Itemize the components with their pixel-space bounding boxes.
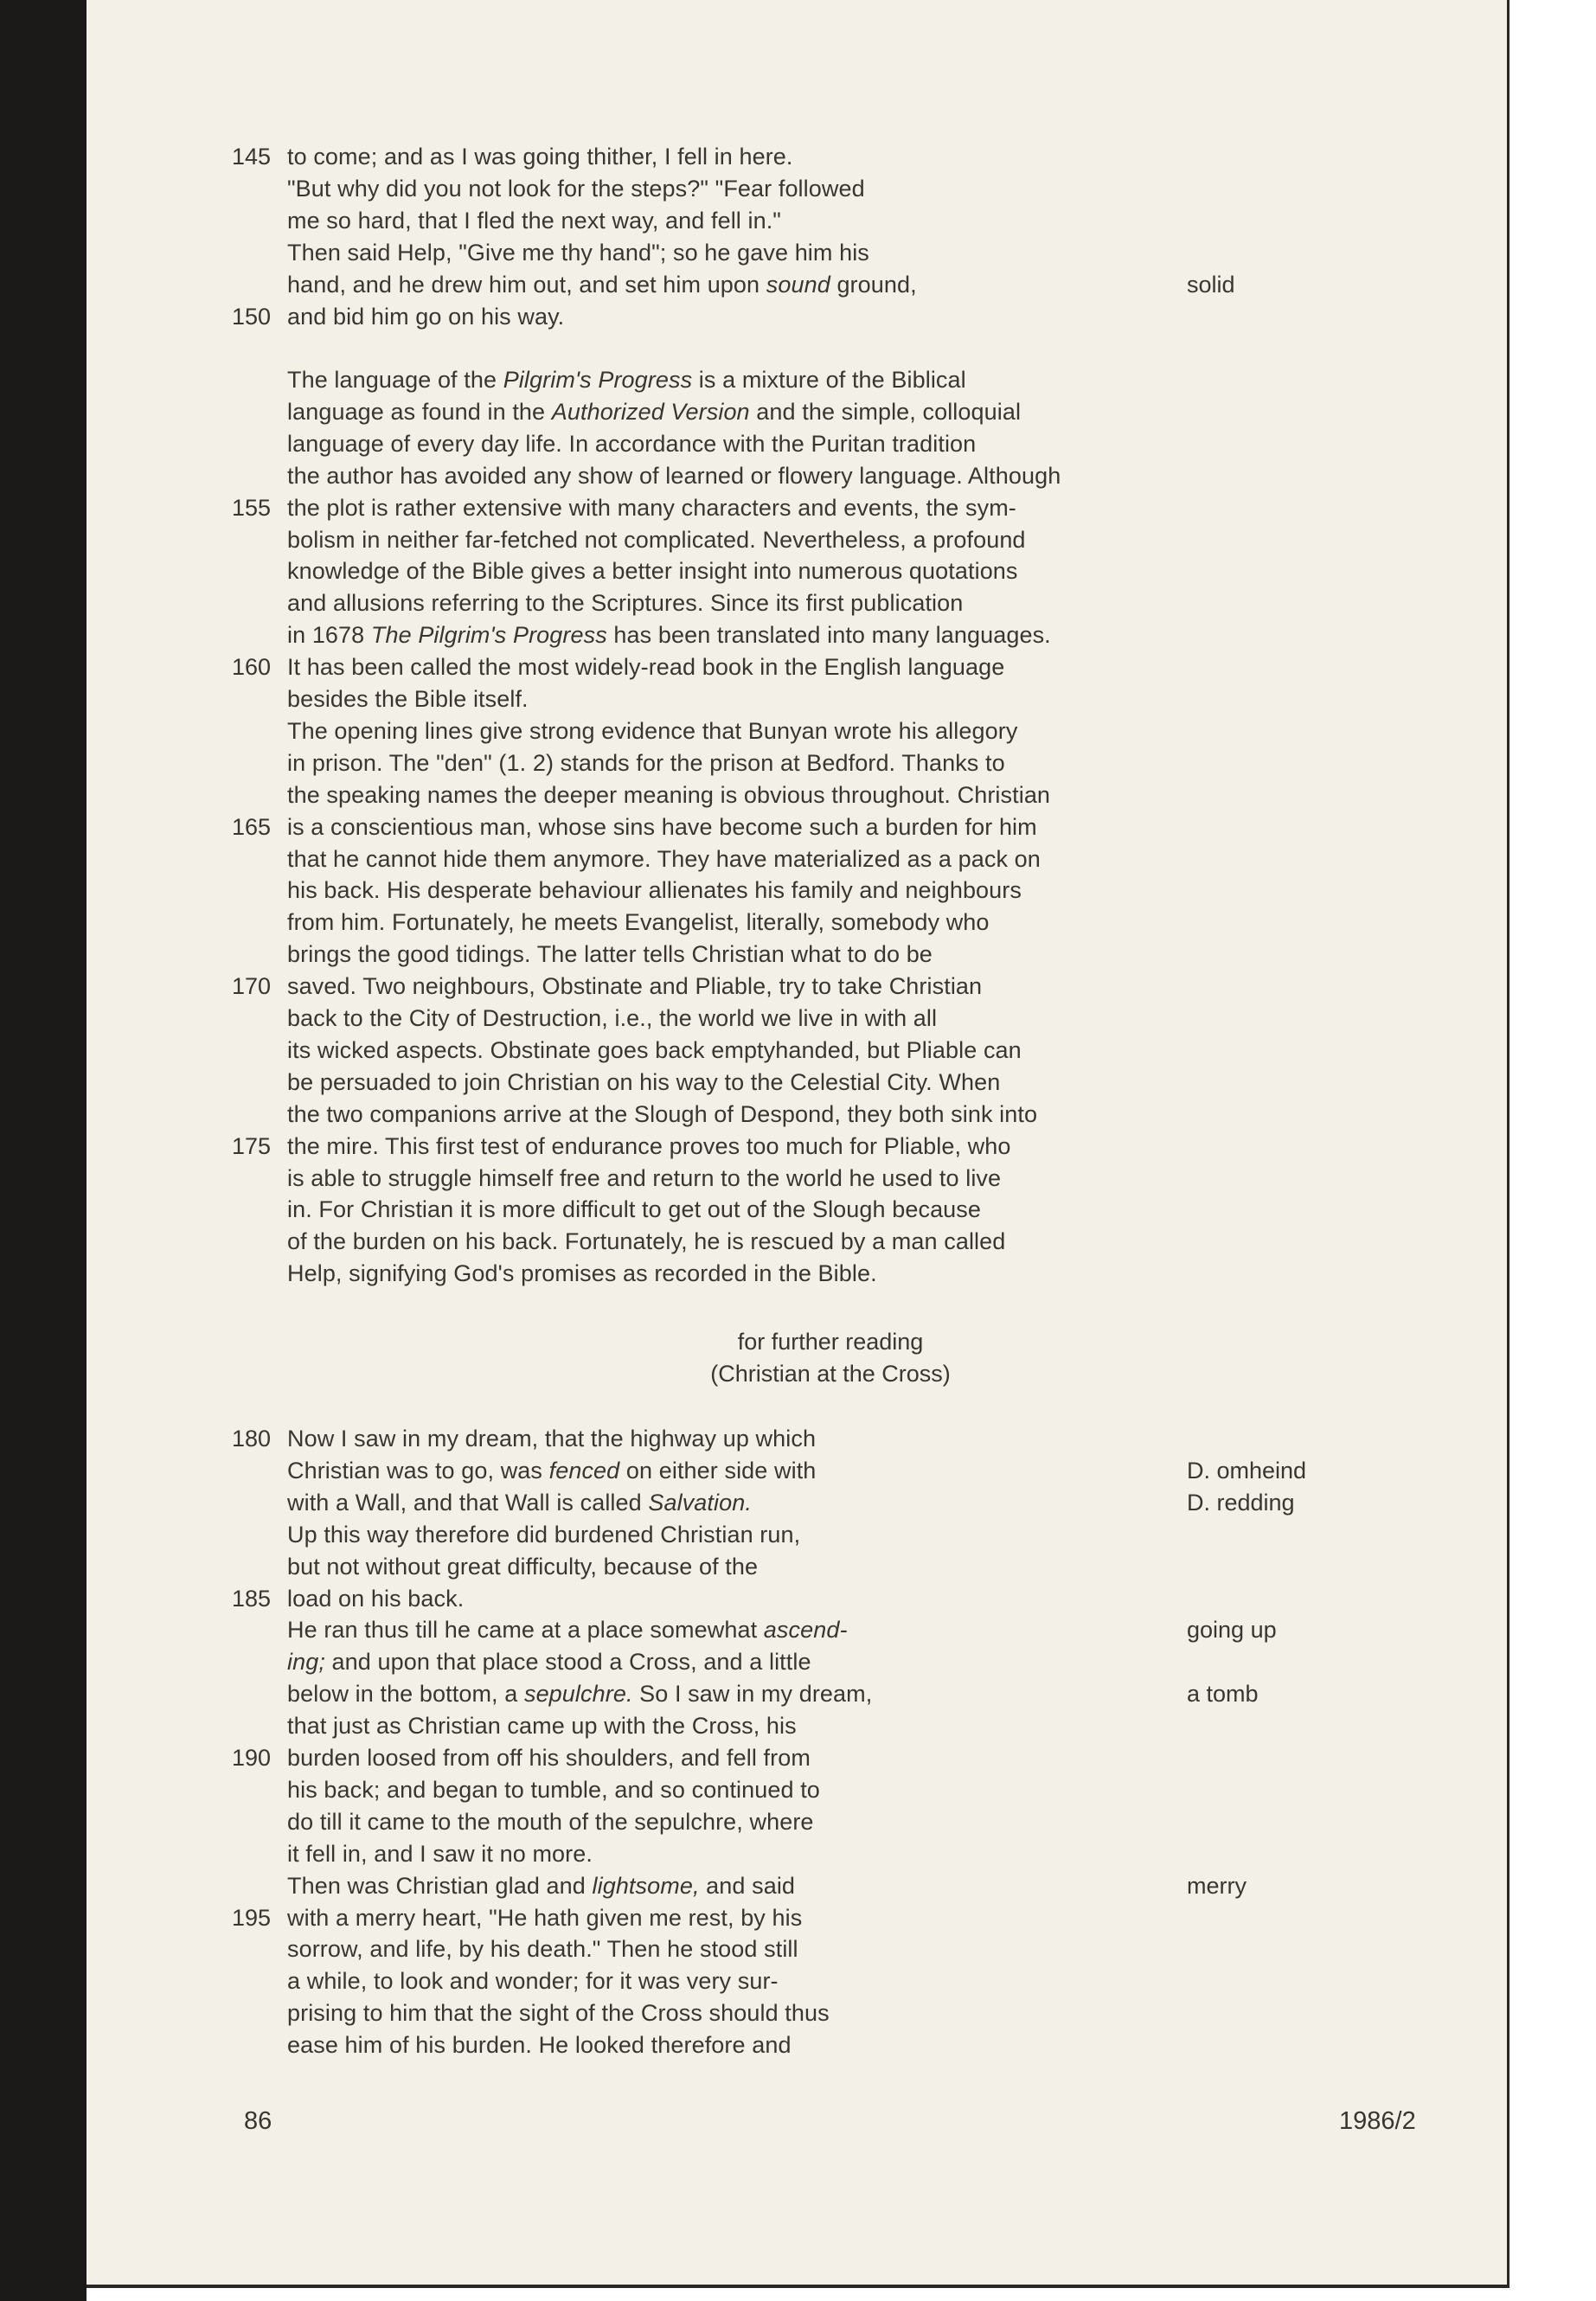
text-line bbox=[287, 1583, 464, 1615]
text-line bbox=[287, 651, 1004, 683]
text-segment: ease him of his burden. He looked therefore and bbox=[287, 2032, 792, 2058]
italic-text: Authorized Version bbox=[551, 399, 750, 425]
text-segment: is a mixture of the Biblical bbox=[692, 367, 966, 393]
text-segment: Christian was to go, was bbox=[287, 1458, 549, 1484]
text-line bbox=[287, 1710, 797, 1742]
line-number: 155 bbox=[232, 495, 272, 521]
text-segment: from him. Fortunately, he meets Evangelist, literally, somebody who bbox=[287, 909, 990, 935]
text-line bbox=[287, 843, 1041, 875]
text-segment: is able to struggle himself free and return to the world he used to live bbox=[287, 1165, 1002, 1191]
text-line bbox=[287, 875, 1022, 907]
text-segment: me so hard, that I fled the next way, and fell in." bbox=[287, 208, 781, 234]
text-segment: is a conscientious man, whose sins have become such a burden for him bbox=[287, 814, 1037, 840]
text-segment: do till it came to the mouth of the sepulchre, where bbox=[287, 1809, 814, 1835]
text-line bbox=[287, 492, 1016, 524]
italic-text: The Pilgrim's Progress bbox=[370, 622, 607, 648]
text-line bbox=[287, 1614, 848, 1646]
text-segment: Now I saw in my dream, that the highway up which bbox=[287, 1426, 817, 1452]
text-line bbox=[287, 971, 982, 1003]
text-line bbox=[287, 141, 793, 173]
scan-background-left bbox=[0, 0, 87, 2301]
line-number: 165 bbox=[232, 814, 272, 840]
text-segment: the author has avoided any show of learned or flowery language. Although bbox=[287, 463, 1061, 489]
text-line bbox=[287, 1838, 593, 1870]
text-line bbox=[287, 1646, 811, 1678]
text-line bbox=[287, 1258, 877, 1290]
text-line bbox=[287, 396, 1021, 428]
text-line bbox=[287, 269, 917, 301]
text-segment: the mire. This first test of endurance proves too much for Pliable, who bbox=[287, 1133, 1011, 1159]
italic-text: lightsome, bbox=[592, 1873, 700, 1899]
text-line bbox=[287, 1099, 1037, 1131]
italic-text: Pilgrim's Progress bbox=[503, 367, 693, 393]
text-segment: with a merry heart, "He hath given me rest, by his bbox=[287, 1905, 803, 1931]
text-segment: to come; and as I was going thither, I fell in here. bbox=[287, 144, 793, 170]
text-segment: and upon that place stood a Cross, and a little bbox=[324, 1649, 811, 1675]
margin-gloss: solid bbox=[1187, 272, 1235, 298]
text-segment: hand, and he drew him out, and set him upon bbox=[287, 272, 766, 298]
text-line bbox=[287, 747, 1005, 779]
text-line bbox=[287, 715, 1017, 747]
scan-background-right bbox=[1509, 0, 1596, 2301]
margin-gloss: D. omheind bbox=[1187, 1458, 1307, 1484]
italic-text: sepulchre. bbox=[523, 1681, 633, 1707]
text-line bbox=[287, 1551, 758, 1583]
text-segment: prising to him that the sight of the Cross should thus bbox=[287, 2000, 830, 2026]
text-line bbox=[287, 364, 966, 396]
text-line bbox=[287, 587, 963, 619]
text-line bbox=[287, 1933, 798, 1965]
italic-text: ing; bbox=[287, 1649, 325, 1675]
text-segment: saved. Two neighbours, Obstinate and Pliable, try to take Christian bbox=[287, 973, 983, 999]
italic-text: fenced bbox=[548, 1458, 620, 1484]
text-segment: back to the City of Destruction, i.e., the world we live in with all bbox=[287, 1005, 938, 1031]
text-segment: his back. His desperate behaviour allienates his family and neighbours bbox=[287, 877, 1022, 903]
text-segment: Then was Christian glad and bbox=[287, 1873, 593, 1899]
text-segment: besides the Bible itself. bbox=[287, 686, 529, 712]
line-number: 180 bbox=[232, 1426, 272, 1452]
italic-text: ascend- bbox=[763, 1617, 848, 1643]
text-line bbox=[287, 460, 1061, 492]
text-line bbox=[287, 1226, 1005, 1258]
text-line bbox=[287, 555, 1018, 587]
text-segment: ground, bbox=[830, 272, 917, 298]
text-segment: The language of the bbox=[287, 367, 503, 393]
text-line bbox=[287, 524, 1026, 556]
text-line bbox=[287, 1131, 1011, 1163]
text-line bbox=[287, 1423, 816, 1455]
margin-gloss: D. redding bbox=[1187, 1490, 1295, 1516]
text-segment: has been translated into many languages. bbox=[606, 622, 1051, 648]
text-segment: the speaking names the deeper meaning is obvious throughout. Christian bbox=[287, 782, 1051, 808]
text-segment: bolism in neither far-fetched not complicated. Nevertheless, a profound bbox=[287, 527, 1026, 553]
text-segment: language of every day life. In accordance with the Puritan tradition bbox=[287, 431, 977, 457]
text-segment: but not without great difficulty, because of the bbox=[287, 1554, 759, 1580]
text-segment: Help, signifying God's promises as recorded in the Bible. bbox=[287, 1260, 877, 1286]
line-number: 145 bbox=[232, 144, 272, 170]
text-segment: in 1678 bbox=[287, 622, 371, 648]
text-segment: and the simple, colloquial bbox=[749, 399, 1022, 425]
line-number: 175 bbox=[232, 1133, 272, 1159]
text-line bbox=[287, 683, 529, 715]
line-number: 195 bbox=[232, 1905, 272, 1931]
text-segment: the two companions arrive at the Slough of Despond, they both sink into bbox=[287, 1101, 1038, 1127]
margin-gloss: going up bbox=[1187, 1617, 1277, 1643]
text-segment: "But why did you not look for the steps?" "Fear followed bbox=[287, 176, 865, 202]
text-segment: it fell in, and I saw it no more. bbox=[287, 1841, 593, 1867]
line-number: 170 bbox=[232, 973, 272, 999]
text-segment: load on his back. bbox=[287, 1586, 465, 1612]
line-number: 150 bbox=[232, 304, 272, 330]
text-segment: on either side with bbox=[619, 1458, 817, 1484]
text-segment: his back; and began to tumble, and so continued to bbox=[287, 1777, 820, 1803]
margin-gloss: a tomb bbox=[1187, 1681, 1259, 1707]
line-number: 190 bbox=[232, 1745, 272, 1771]
text-segment: sorrow, and life, by his death." Then he stood still bbox=[287, 1936, 798, 1962]
text-line bbox=[287, 1519, 800, 1551]
text-segment: Then said Help, "Give me thy hand"; so he gave him his bbox=[287, 240, 869, 266]
text-segment: brings the good tidings. The latter tells Christian what to do be bbox=[287, 941, 933, 967]
text-line bbox=[287, 1997, 830, 2029]
line-number: 185 bbox=[232, 1586, 272, 1612]
text-segment: that just as Christian came up with the Cross, his bbox=[287, 1713, 797, 1739]
text-line bbox=[287, 1902, 802, 1934]
section-heading-line-2: (Christian at the Cross) bbox=[710, 1361, 951, 1387]
text-segment: a while, to look and wonder; for it was very sur- bbox=[287, 1968, 779, 1994]
text-line bbox=[287, 1163, 1001, 1195]
text-segment: knowledge of the Bible gives a better insight into numerous quotations bbox=[287, 558, 1018, 584]
text-segment: and allusions referring to the Scriptures. Since its first publication bbox=[287, 590, 964, 616]
text-line bbox=[287, 237, 869, 269]
line-number: 160 bbox=[232, 654, 272, 680]
page-number: 86 bbox=[244, 2107, 272, 2135]
text-segment: its wicked aspects. Obstinate goes back emptyhanded, but Pliable can bbox=[287, 1037, 1022, 1063]
text-segment: the plot is rather extensive with many characters and events, the sym- bbox=[287, 495, 1016, 521]
text-line bbox=[287, 939, 933, 971]
text-segment: in. For Christian it is more difficult to get out of the Slough because bbox=[287, 1196, 982, 1222]
text-segment: below in the bottom, a bbox=[287, 1681, 524, 1707]
text-line bbox=[287, 1035, 1022, 1067]
text-segment: It has been called the most widely-read book in the English language bbox=[287, 654, 1005, 680]
italic-text: sound bbox=[766, 272, 830, 298]
text-line bbox=[287, 1003, 937, 1035]
text-segment: of the burden on his back. Fortunately, he is rescued by a man called bbox=[287, 1228, 1006, 1254]
text-segment: be persuaded to join Christian on his way to the Celestial City. When bbox=[287, 1069, 1001, 1095]
text-line bbox=[287, 205, 781, 237]
text-segment: He ran thus till he came at a place somewhat bbox=[287, 1617, 764, 1643]
text-segment: and said bbox=[699, 1873, 796, 1899]
text-segment: So I saw in my dream, bbox=[632, 1681, 873, 1707]
text-segment: and bid him go on his way. bbox=[287, 304, 565, 330]
text-segment: Up this way therefore did burdened Christian run, bbox=[287, 1522, 801, 1548]
text-line bbox=[287, 1067, 1000, 1099]
text-line bbox=[287, 1774, 820, 1806]
text-line bbox=[287, 1870, 795, 1902]
text-line bbox=[287, 2029, 792, 2061]
text-line bbox=[287, 428, 976, 460]
text-segment: that he cannot hide them anymore. They have materialized as a pack on bbox=[287, 846, 1041, 872]
text-line bbox=[287, 1487, 752, 1519]
italic-text: Salvation. bbox=[648, 1490, 752, 1516]
text-line bbox=[287, 619, 1051, 651]
text-line bbox=[287, 1678, 872, 1710]
text-line bbox=[287, 1806, 814, 1838]
issue-number: 1986/2 bbox=[1339, 2107, 1416, 2135]
text-segment: The opening lines give strong evidence that Bunyan wrote his allegory bbox=[287, 718, 1018, 744]
text-line bbox=[287, 779, 1050, 811]
text-line bbox=[287, 173, 865, 205]
text-line bbox=[287, 1965, 779, 1997]
text-line bbox=[287, 1455, 816, 1487]
text-line bbox=[287, 301, 564, 333]
text-segment: with a Wall, and that Wall is called bbox=[287, 1490, 649, 1516]
text-line bbox=[287, 907, 990, 939]
text-line bbox=[287, 1742, 811, 1774]
margin-gloss: merry bbox=[1187, 1873, 1247, 1899]
section-heading-line-1: for further reading bbox=[737, 1329, 924, 1355]
text-line bbox=[287, 811, 1037, 843]
text-segment: burden loosed from off his shoulders, and fell from bbox=[287, 1745, 811, 1771]
text-segment: in prison. The "den" (1. 2) stands for the prison at Bedford. Thanks to bbox=[287, 750, 1005, 776]
text-segment: language as found in the bbox=[287, 399, 552, 425]
text-line bbox=[287, 1194, 981, 1226]
